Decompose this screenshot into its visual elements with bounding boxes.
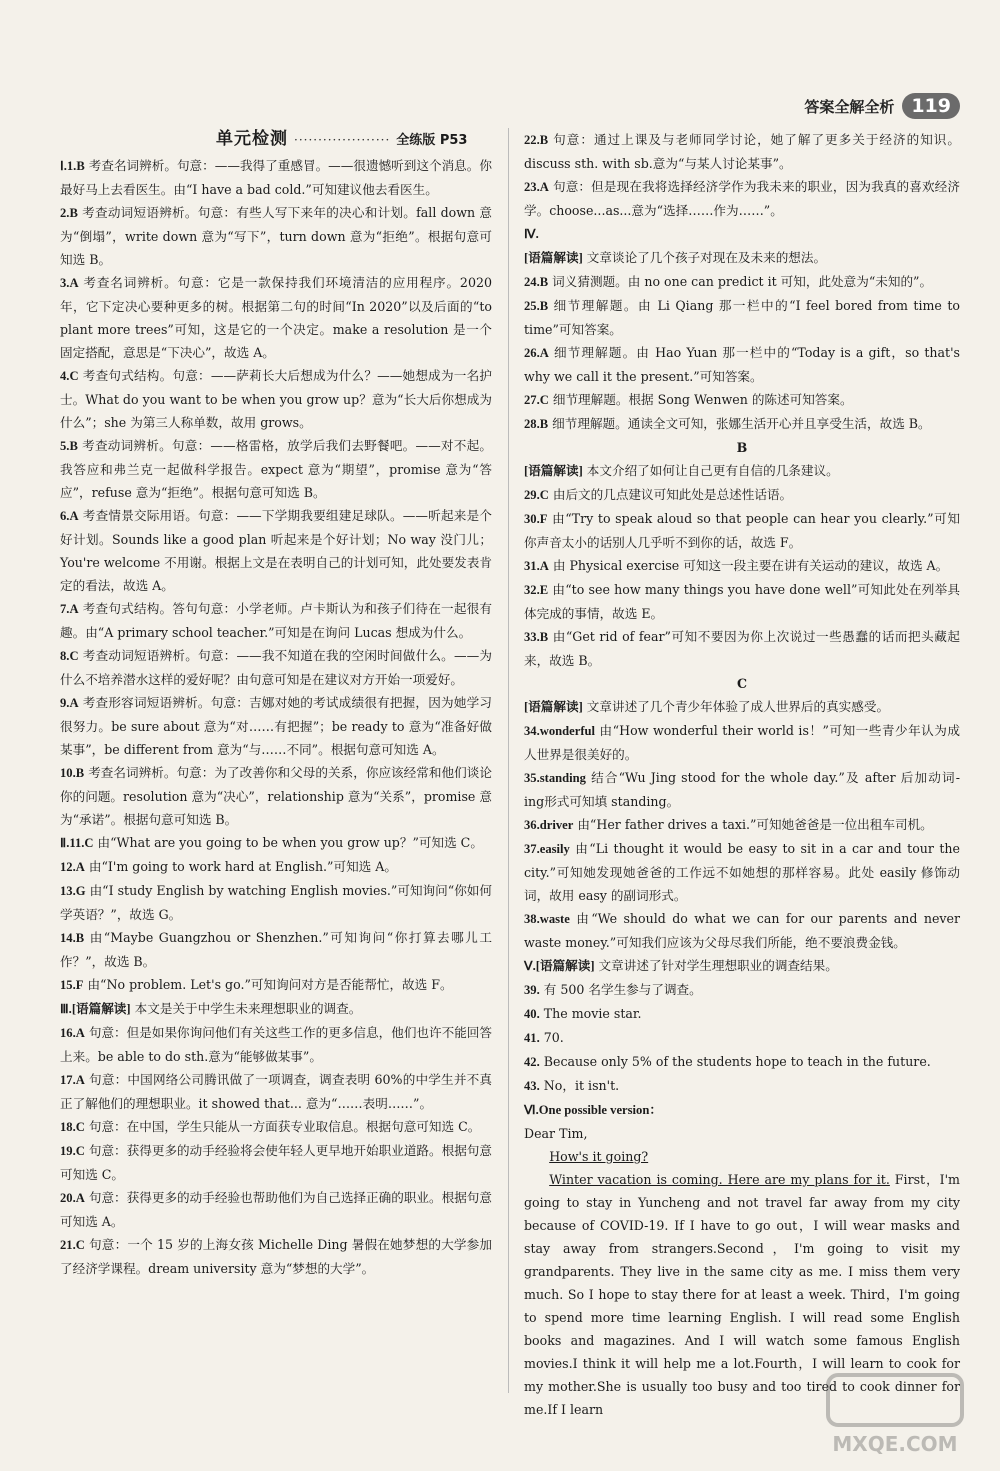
answer-entry xyxy=(60,1186,492,1233)
answer-number: 25.B xyxy=(524,299,549,313)
answer-explanation: 本文介绍了如何让自己更有自信的几条建议。 xyxy=(586,463,839,478)
answer-number: 41. xyxy=(524,1031,540,1045)
answer-entry xyxy=(60,1139,492,1186)
answer-explanation: 考查动词短语辨析。句意：有些人写下来年的决心和计划。fall down 意为“倒塌”，write down 意为“写下”，turn down 意为“拒绝”。根据句意可知选 B。 xyxy=(60,205,492,267)
answer-number: 20.A xyxy=(60,1191,85,1205)
answer-number: 13.G xyxy=(60,884,86,898)
answer-entry xyxy=(524,837,960,907)
answer-entry xyxy=(60,1021,492,1068)
answer-explanation: 句意：获得更多的动手经验将会使年轻人更早地开始职业道路。根据句意可知选 C。 xyxy=(60,1143,492,1182)
answer-number: 29.C xyxy=(524,488,549,502)
answer-explanation: 考查形容词短语辨析。句意：吉娜对她的考试成绩很有把握，因为她学习很努力。be sure about 意为“对……有把握”；be ready to 意为“准备好做某事”，be different from 意为“与……不同”。根据句意可知选 A。 xyxy=(60,695,493,757)
answer-entry xyxy=(60,364,492,434)
answer-number: 27.C xyxy=(524,393,549,407)
answer-explanation: 词义猜测题。由 no one can predict it 可知，此处意为“未知的”。 xyxy=(552,274,933,289)
right-column xyxy=(524,128,960,1421)
answer-entry xyxy=(524,719,960,766)
answer-number: Ⅱ.11.C xyxy=(60,836,94,850)
answer-number: 35.standing xyxy=(524,771,586,785)
answer-explanation: 文章讲述了几个青少年体验了成人世界后的真实感受。 xyxy=(586,699,890,714)
answer-number: 43. xyxy=(524,1079,540,1093)
answer-explanation: 句意：在中国，学生只能从一方面获专业取信息。根据句意可知选 C。 xyxy=(88,1119,481,1134)
answer-entry xyxy=(524,578,960,625)
essay-greeting-text: How's it going? xyxy=(549,1149,649,1164)
answer-number: 7.A xyxy=(60,602,79,616)
answer-entry xyxy=(60,504,492,597)
answer-entry xyxy=(524,388,960,412)
section-title-dots: ···················· xyxy=(294,133,391,147)
answer-entry xyxy=(60,997,492,1021)
answer-explanation: 考查名词辨析。句意：它是一款保持我们环境清洁的应用程序。2020 年，它下定决心要种更多的树。根据第二句的时间“In 2020”以及后面的“to plant more trees”可知，这是它的一个决定。make a resolution 是一个固定搭配，意思是“下决心”，故选 A。 xyxy=(60,275,492,360)
answer-number: 9.A xyxy=(60,696,79,710)
answer-entry xyxy=(524,341,960,388)
answer-entry xyxy=(60,879,492,926)
watermark-text: MXQE.COM xyxy=(832,1432,958,1456)
answer-entry xyxy=(524,554,960,578)
answer-entry xyxy=(524,436,960,459)
answer-entry xyxy=(524,907,960,954)
answer-number: 12.A xyxy=(60,860,85,874)
answer-number: 3.A xyxy=(60,276,79,290)
answer-entry xyxy=(60,597,492,644)
answer-entry xyxy=(524,459,960,483)
section-title xyxy=(216,128,492,152)
essay-body-text: First，I'm going to stay in Yuncheng and not travel far away from my city because of COVID-19. If I have to go out，I will wear masks and stay away from strangers.Second，I'm going to visit my grandparents. They live in the same city as me. I miss them very much. So I hope to stay there for at least a week. Third，I'm going to spend more time learning English. I will read some English books and magazines. And I will watch some famous English movies.I think it will help me a lot.Fourth，I will learn to cook for my mother.She is usually too busy and too tired to cook dinner for me.If I learn xyxy=(524,1172,960,1417)
answer-explanation: 文章讲述了针对学生理想职业的调查结果。 xyxy=(598,958,838,973)
answer-explanation: 由“We should do what we can for our parents and never waste money.”可知我们应该为父母尽我们所能，绝不要浪费金钱。 xyxy=(524,911,960,950)
answer-entry xyxy=(60,1115,492,1139)
answer-entry xyxy=(524,954,960,978)
answer-explanation: No，it isn't. xyxy=(543,1078,620,1093)
answer-entry xyxy=(524,1002,960,1026)
header-title: 答案全解全析 xyxy=(804,97,895,116)
answer-explanation: 句意：中国网络公司腾讯做了一项调查，调查表明 60%的中学生并不真正了解他们的理想职业。it showed that... 意为“……表明……”。 xyxy=(60,1072,492,1111)
answer-explanation: 由后文的几点建议可知此处是总述性话语。 xyxy=(552,487,793,502)
answer-explanation: The movie star. xyxy=(543,1006,642,1021)
answer-number: 4.C xyxy=(60,369,79,383)
answer-number: 42. xyxy=(524,1055,540,1069)
answer-number: 16.A xyxy=(60,1026,85,1040)
answer-number: 19.C xyxy=(60,1144,85,1158)
answer-entry xyxy=(524,625,960,672)
answer-explanation: 由“to see how many things you have done well”可知此处在列举具体完成的事情，故选 E。 xyxy=(524,582,960,621)
watermark-logo xyxy=(820,1369,970,1459)
page-number: 119 xyxy=(902,93,960,119)
answer-entry xyxy=(524,128,960,175)
answer-number: 10.B xyxy=(60,766,85,780)
answer-number: 31.A xyxy=(524,559,549,573)
answer-explanation: 由“Her father drives a taxi.”可知她爸爸是一位出租车司机。 xyxy=(577,817,933,832)
answer-number: Ⅰ.1.B xyxy=(60,159,85,173)
answer-entry xyxy=(60,855,492,879)
answer-number: 14.B xyxy=(60,931,85,945)
answer-entry xyxy=(60,201,492,271)
answer-entry xyxy=(524,246,960,270)
left-answer-list xyxy=(60,154,492,1280)
answer-explanation: 考查名词辨析。句意：为了改善你和父母的关系，你应该经常和他们谈论你的问题。resolution 意为“决心”，relationship 意为“关系”，promise 意为“承诺”。根据句意可知选 B。 xyxy=(60,765,492,827)
answer-number: 8.C xyxy=(60,649,79,663)
answer-entry xyxy=(524,294,960,341)
answer-entry xyxy=(60,831,492,855)
answer-number: 34.wonderful xyxy=(524,724,596,738)
answer-explanation: 有 500 名学生参与了调查。 xyxy=(543,982,702,997)
answer-explanation: 考查句式结构。答句句意：小学老师。卢卡斯认为和孩子们待在一起很有趣。由“A primary school teacher.”可知是在询问 Lucas 想成为什么。 xyxy=(60,601,493,640)
answer-explanation: 句意：一个 15 岁的上海女孩 Michelle Ding 暑假在她梦想的大学参加了经济学课程。dream university 意为“梦想的大学”。 xyxy=(60,1237,492,1276)
answer-entry xyxy=(524,695,960,719)
answer-explanation: 细节理解题。通读全文可知，张娜生活开心并且享受生活，故选 B。 xyxy=(552,416,931,431)
right-answer-list xyxy=(524,128,960,1122)
left-column xyxy=(60,128,492,1280)
answer-explanation: 考查名词辨析。句意：——我得了重感冒。——很遗憾听到这个消息。你最好马上去看医生。由“I have a bad cold.”可知建议他去看医生。 xyxy=(60,158,492,197)
answer-explanation: 由“I study English by watching English movies.”可知询问“你如何学英语？”，故选 G。 xyxy=(60,883,492,922)
answer-number: 32.E xyxy=(524,583,549,597)
answer-explanation: 句意：获得更多的动手经验也帮助他们为自己选择正确的职业。根据句意可知选 A。 xyxy=(60,1190,492,1229)
answer-entry xyxy=(524,1098,960,1122)
answer-explanation: Because only 5% of the students hope to teach in the future. xyxy=(543,1054,931,1069)
column-divider xyxy=(508,128,509,1393)
answer-entry xyxy=(60,691,492,761)
answer-entry xyxy=(524,1074,960,1098)
answer-entry xyxy=(60,644,492,691)
essay-topic-sentence: Winter vacation is coming. Here are my plans for it. xyxy=(549,1172,890,1187)
answer-entry xyxy=(524,1050,960,1074)
answer-number: 26.A xyxy=(524,346,549,360)
essay-greeting xyxy=(524,1145,960,1168)
answer-entry xyxy=(524,978,960,1002)
answer-explanation: 由“Get rid of fear”可知不要因为你上次说过一些愚蠢的话而把头藏起来，故选 B。 xyxy=(524,629,960,668)
answer-number: 5.B xyxy=(60,439,78,453)
answer-number: [语篇解读] xyxy=(524,700,583,714)
answer-explanation: B xyxy=(736,440,748,455)
answer-explanation: 句意：通过上课及与老师同学讨论，她了解了更多关于经济的知识。discuss sth. with sb.意为“与某人讨论某事”。 xyxy=(524,132,960,171)
answer-entry xyxy=(524,672,960,695)
answer-entry xyxy=(524,412,960,436)
answer-entry xyxy=(60,761,492,831)
answer-explanation: 考查句式结构。句意：——萨莉长大后想成为什么？——她想成为一名护士。What do you want to be when you grow up？意为“长大后你想成为什么”；she 为第三人称单数，故用 grows。 xyxy=(60,368,492,430)
answer-explanation: 由“Try to speak aloud so that people can hear you clearly.”可知你声音太小的话别人几乎听不到你的话，故选 F。 xyxy=(524,511,960,550)
answer-entry xyxy=(524,1026,960,1050)
page-header xyxy=(804,86,960,126)
answer-explanation: 句意：但是如果你询问他们有关这些工作的更多信息，他们也许不能回答上来。be able to do sth.意为“能够做某事”。 xyxy=(60,1025,492,1064)
answer-number: 37.easily xyxy=(524,842,570,856)
answer-number: 22.B xyxy=(524,133,549,147)
answer-explanation: 细节理解题。由 Hao Yuan 那一栏中的“Today is a gift，so that's why we call it the present.”可知答案。 xyxy=(524,345,960,384)
answer-number: Ⅲ.[语篇解读] xyxy=(60,1002,131,1016)
answer-number: 24.B xyxy=(524,275,549,289)
answer-number: 2.B xyxy=(60,206,78,220)
answer-number: 15.F xyxy=(60,978,84,992)
answer-explanation: 由“How wonderful their world is！”可知一些青少年认为成人世界是很美好的。 xyxy=(524,723,960,762)
answer-explanation: 由“I'm going to work hard at English.”可知选 A。 xyxy=(88,859,397,874)
answer-explanation: 本文是关于中学生未来理想职业的调查。 xyxy=(134,1001,362,1016)
section-title-text: 单元检测 xyxy=(216,129,288,149)
answer-entry xyxy=(60,1068,492,1115)
answer-number: 33.B xyxy=(524,630,549,644)
answer-explanation: 考查情景交际用语。句意：——下学期我要组建足球队。——听起来是个好计划。Sounds like a good plan 听起来是个好计划；No way 没门儿；You're welcome 不用谢。根据上文是在表明自己的计划可知，此处要发表肯定的看法，故选 A。 xyxy=(60,508,492,593)
answer-explanation: 细节理解题。根据 Song Wenwen 的陈述可知答案。 xyxy=(552,392,853,407)
answer-entry xyxy=(60,1233,492,1280)
answer-number: 17.A xyxy=(60,1073,85,1087)
answer-explanation: 文章谈论了几个孩子对现在及未来的想法。 xyxy=(586,250,827,265)
answer-number: 28.B xyxy=(524,417,549,431)
answer-number: 21.C xyxy=(60,1238,85,1252)
answer-explanation: 结合“Wu Jing stood for the whole day.”及 after 后加动词-ing形式可知填 standing。 xyxy=(524,770,960,809)
answer-entry xyxy=(524,483,960,507)
answer-number: 39. xyxy=(524,983,540,997)
answer-explanation: 考查动词短语辨析。句意：——我不知道在我的空闲时间做什么。——为什么不培养潜水这样的爱好呢？由句意可知是在建议对方开始一项爱好。 xyxy=(60,648,492,687)
answer-explanation: 由“Maybe Guangzhou or Shenzhen.”可知询问“你打算去哪儿工作？”，故选 B。 xyxy=(60,930,492,969)
answer-entry xyxy=(60,154,492,201)
essay-salutation: Dear Tim, xyxy=(524,1126,588,1141)
answer-entry xyxy=(60,973,492,997)
answer-number: 40. xyxy=(524,1007,540,1021)
answer-number: Ⅴ.[语篇解读] xyxy=(524,959,595,973)
answer-number: Ⅵ.One possible version： xyxy=(524,1103,662,1117)
answer-explanation: 句意：但是现在我将选择经济学作为我未来的职业，因为我真的喜欢经济学。choose...as...意为“选择……作为……”。 xyxy=(524,179,960,218)
section-ref: 全练版 P53 xyxy=(396,133,468,148)
answer-entry xyxy=(60,271,492,364)
answer-number: 6.A xyxy=(60,509,79,523)
answer-number: [语篇解读] xyxy=(524,251,583,265)
answer-explanation: 由“No problem. Let's go.”可知询问对方是否能帮忙，故选 F。 xyxy=(87,977,453,992)
answer-number: 30.F xyxy=(524,512,548,526)
answer-explanation: 考查动词辨析。句意：——格雷格，放学后我们去野餐吧。——对不起。我答应和弗兰克一起做科学报告。expect 意为“期望”，promise 意为“答应”，refuse 意为“拒绝”。根据句意可知选 B。 xyxy=(60,438,492,500)
answer-entry xyxy=(524,222,960,246)
answer-explanation: 由 Physical exercise 可知这一段主要在讲有关运动的建议，故选 A。 xyxy=(552,558,949,573)
answer-entry xyxy=(60,926,492,973)
answer-entry xyxy=(524,507,960,554)
answer-entry xyxy=(524,766,960,813)
answer-number: 38.waste xyxy=(524,912,570,926)
answer-explanation: 70. xyxy=(543,1030,564,1045)
answer-entry xyxy=(60,434,492,504)
answer-number: 23.A xyxy=(524,180,549,194)
answer-number: 18.C xyxy=(60,1120,85,1134)
answer-number: Ⅳ. xyxy=(524,227,539,241)
answer-number: 36.driver xyxy=(524,818,574,832)
answer-entry xyxy=(524,270,960,294)
answer-explanation: 由“Li thought it would be easy to sit in a car and tour the city.”可知她发现她爸爸的工作远不如她想的那样容易。此处 easily 修饰动词，故用 easy 的副词形式。 xyxy=(524,841,960,903)
answer-number: [语篇解读] xyxy=(524,464,583,478)
answer-explanation: 细节理解题。由 Li Qiang 那一栏中的“I feel bored from time to time”可知答案。 xyxy=(524,298,960,337)
answer-entry xyxy=(524,175,960,222)
answer-explanation: C xyxy=(736,676,748,691)
answer-explanation: 由“What are you going to be when you grow up？”可知选 C。 xyxy=(97,835,483,850)
answer-entry xyxy=(524,813,960,837)
